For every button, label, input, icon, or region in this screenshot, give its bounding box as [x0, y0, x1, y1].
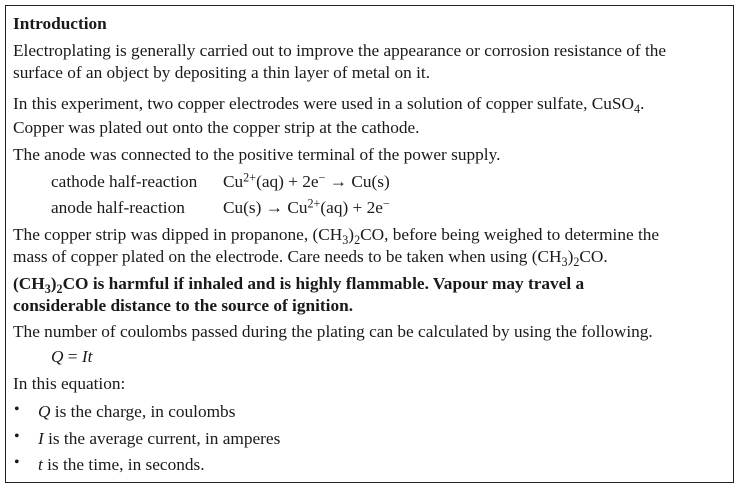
- bullet-item-time: t is the time, in seconds.: [38, 455, 205, 474]
- bullet-icon: •: [14, 454, 20, 471]
- warning-line-1: $(CH_3)_2CO$ is harmful if inhaled and is highly flammable. Vapour may travel a: [13, 274, 585, 297]
- paragraph-cathode: Copper was plated out onto the copper strip at the cathode.: [13, 118, 420, 137]
- bullet-icon: •: [14, 428, 20, 445]
- bullet-item-current: I is the average current, in amperes: [38, 429, 281, 448]
- paragraph-experiment: In this experiment, two copper electrodes were used in a solution of copper sulfate, CuSO$_4$.: [13, 94, 645, 117]
- paragraph-anode: The anode was connected to the positive terminal of the power supply.: [13, 145, 501, 164]
- paragraph-electroplating-line-1: Electroplating is generally carried out to improve the appearance or corrosion resistance of the: [13, 41, 667, 60]
- warning-line-2: considerable distance to the source of ignition.: [13, 296, 354, 315]
- paragraph-propanone-line-1: The copper strip was dipped in propanone, $(CH_3)_2CO$, before being weighed to determine the: [13, 225, 660, 248]
- cathode-half-reaction: cathode half-reaction $Cu^{2+}(aq) + 2e^- \to Cu(s)$: [51, 170, 390, 191]
- paragraph-propanone-line-2: mass of copper plated on the electrode. Care needs to be taken when using $(CH_3)_2CO$.: [13, 247, 608, 270]
- paragraph-coulombs: The number of coulombs passed during the plating can be calculated by using the following.: [13, 322, 653, 341]
- bullet-icon: •: [14, 401, 20, 418]
- paragraph-in-this-equation: In this equation:: [13, 374, 126, 393]
- heading-introduction: Introduction: [13, 14, 107, 33]
- equation-q-equals-it: Q = It: [51, 347, 93, 366]
- anode-half-reaction: anode half-reaction $Cu(s) \to Cu^{2+}(aq) + 2e^-$: [51, 196, 390, 217]
- bullet-item-charge: Q is the charge, in coulombs: [38, 402, 236, 421]
- paragraph-electroplating-line-2: surface of an object by depositing a thin layer of metal on it.: [13, 63, 431, 82]
